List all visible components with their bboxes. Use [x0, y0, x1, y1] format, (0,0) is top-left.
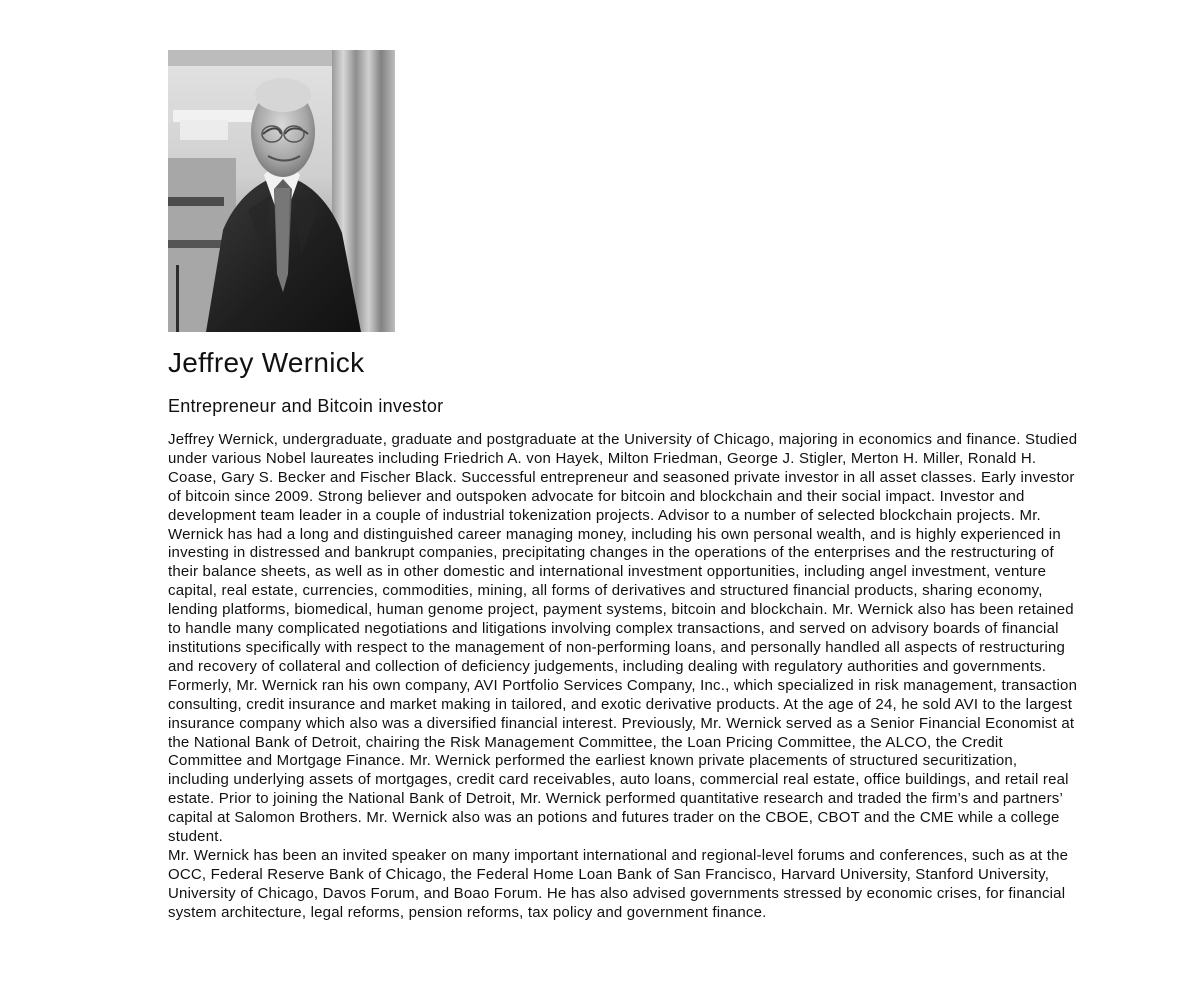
bio-paragraph: Jeffrey Wernick, undergraduate, graduate and postgraduate at the University of Chicago, majoring in economics and finance. Studied under various Nobel laureates including Friedrich A. von Hayek, Milton Friedman, George J. Stigler, Merton H. Miller, Ronald H. Coase, Gary S. Becker and Fischer Black. Successful entrepreneur and seasoned private investor in all asset classes. Early investor of bitcoin since 2009. Strong believer and outspoken advocate for bitcoin and blockchain and their social impact. Investor and development team leader in a couple of industrial tokenization projects. Advisor to a number of selected blockchain projects. Mr. Wernick has had a long and distinguished career managing money, including his own personal wealth, and is highly experienced in investing in distressed and bankrupt companies, precipitating changes in the operations of the enterprises and the restructuring of their balance sheets, as well as in other domestic and international investment opportunities, including angel investment, venture capital, real estate, currencies, commodities, mining, all forms of derivatives and structured financial products, sharing economy, lending platforms, biomedical, human genome project, payment systems, bitcoin and blockchain. Mr. Wernick also has been retained to handle many complicated negotiations and litigations involving complex transactions, and served on advisory boards of financial institutions specifically with respect to the management of non-performing loans, and personally handled all aspects of restructuring and recovery of collateral and collection of deficiency judgements, including dealing with regulatory authorities and governments. [168, 431, 1078, 675]
profile-bio [168, 431, 1078, 923]
bio-paragraph: Mr. Wernick has been an invited speaker on many important international and regional-level forums and conferences, such as at the OCC, Federal Reserve Bank of Chicago, the Federal Home Loan Bank of San Francisco, Harvard University, Stanford University, University of Chicago, Davos Forum, and Boao Forum. He has also advised governments stressed by economic crises, for financial system architecture, legal reforms, pension reforms, tax policy and government finance. [168, 846, 1069, 921]
profile-title: Entrepreneur and Bitcoin investor [168, 396, 444, 416]
profile-photo [168, 50, 395, 332]
profile-card [168, 50, 1078, 923]
bio-paragraph: Formerly, Mr. Wernick ran his own company, AVI Portfolio Services Company, Inc., which specialized in risk management, transaction consulting, credit insurance and market making in tailored, and exotic derivative products. At the age of 24, he sold AVI to the largest insurance company which also was a diversified financial interest. Previously, Mr. Wernick served as a Senior Financial Economist at the National Bank of Detroit, chairing the Risk Management Committee, the Loan Pricing Committee, the ALCO, the Credit Committee and Mortgage Finance. Mr. Wernick performed the earliest known private placements of structured securitization, including underlying assets of mortgages, credit card receivables, auto loans, commercial real estate, office buildings, and retail real estate. Prior to joining the National Bank of Detroit, Mr. Wernick performed quantitative research and traded the firm’s and partners’ capital at Salomon Brothers. Mr. Wernick also was an potions and futures trader on the CBOE, CBOT and the CME while a college student. [168, 676, 1078, 846]
profile-name: Jeffrey Wernick [168, 347, 365, 378]
